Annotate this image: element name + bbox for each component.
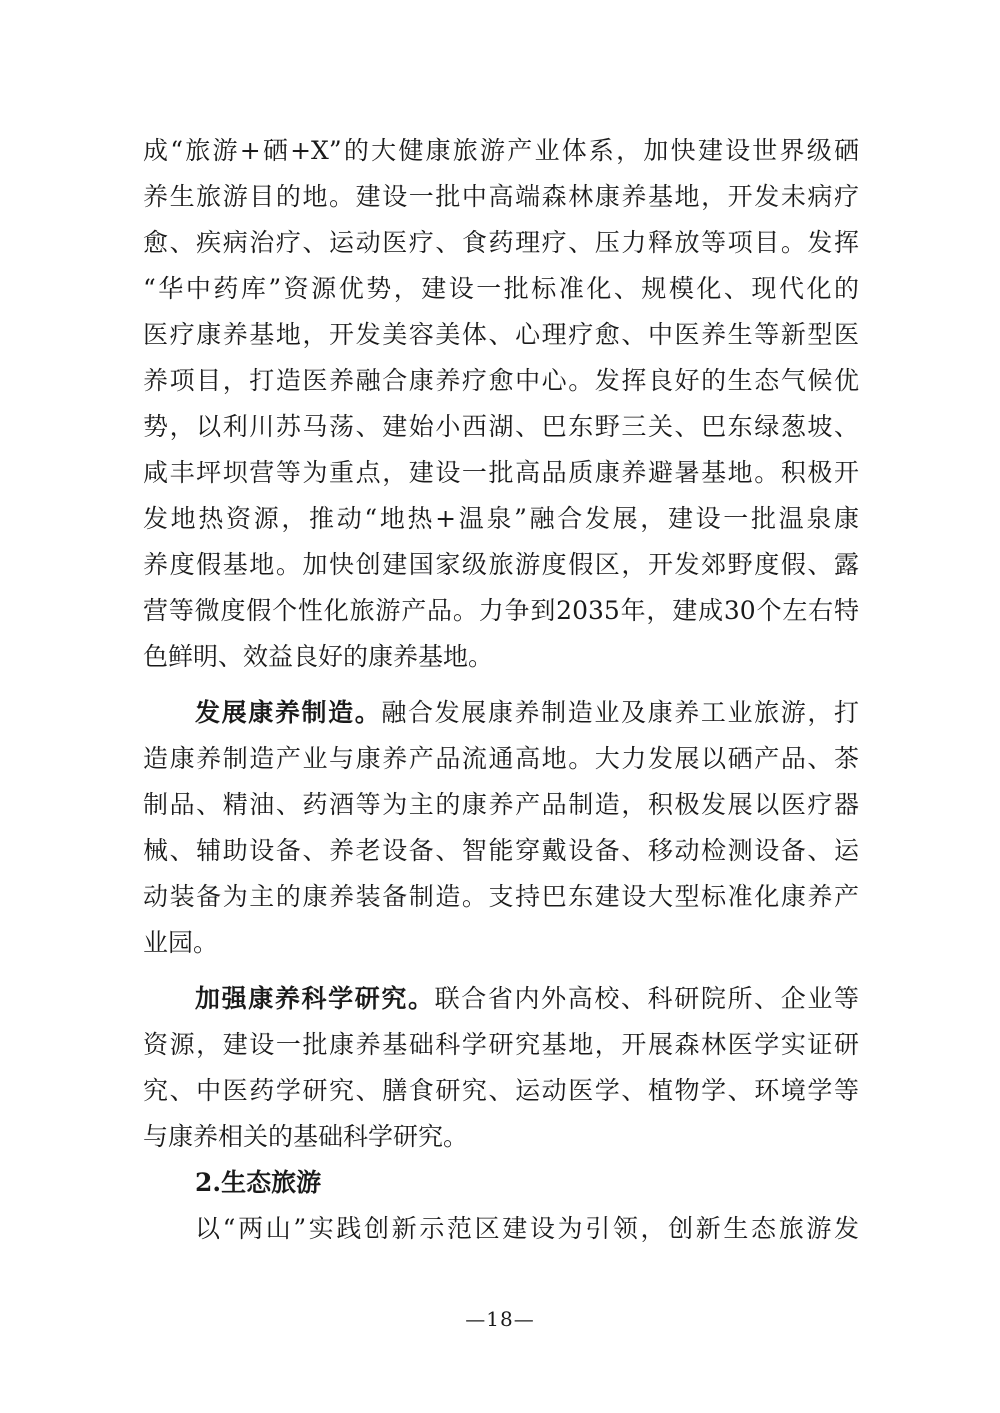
- text-line: 愈、疾病治疗、运动医疗、食药理疗、压力释放等项目。发挥: [143, 228, 859, 257]
- text-line: 业园。: [143, 928, 219, 957]
- paragraph-lead: 发展康养制造。: [195, 698, 382, 727]
- text-line: “华中药库”资源优势，建设一批标准化、规模化、现代化的: [143, 274, 859, 303]
- text-line: [143, 690, 859, 736]
- text-line: 色鲜明、效益良好的康养基地。: [143, 642, 494, 671]
- text-line: 养生旅游目的地。建设一批中高端森林康养基地，开发未病疗: [143, 182, 859, 211]
- section-heading: 2.生态旅游: [195, 1168, 322, 1197]
- text-line: 与康养相关的基础科学研究。: [143, 1122, 469, 1151]
- text-run: 融合发展康养制造业及康养工业旅游，打: [381, 698, 859, 727]
- text-line: 咸丰坪坝营等为重点，建设一批高品质康养避暑基地。积极开: [143, 458, 859, 487]
- text-line: 养度假基地。加快创建国家级旅游度假区，开发郊野度假、露: [143, 550, 859, 579]
- text-line: 造康养制造产业与康养产品流通高地。大力发展以硒产品、茶: [143, 744, 859, 773]
- paragraph-kangyang-manufacturing: [143, 690, 859, 966]
- text-line: 医疗康养基地，开发美容美体、心理疗愈、中医养生等新型医: [143, 320, 859, 349]
- paragraph-gap: [143, 680, 859, 690]
- paragraph-lead: 加强康养科学研究。: [195, 984, 435, 1013]
- text-line: 制品、精油、药酒等为主的康养产品制造，积极发展以医疗器: [143, 790, 859, 819]
- text-line: 械、辅助设备、养老设备、智能穿戴设备、移动检测设备、运: [143, 836, 859, 865]
- text-line: 养项目，打造医养融合康养疗愈中心。发挥良好的生态气候优: [143, 366, 859, 395]
- text-line: 究、中医药学研究、膳食研究、运动医学、植物学、环境学等: [143, 1076, 859, 1105]
- paragraph-kangyang-bases: [143, 128, 859, 680]
- text-run: 联合省内外高校、科研院所、企业等: [434, 984, 859, 1013]
- text-line: 势，以利川苏马荡、建始小西湖、巴东野三关、巴东绿葱坡、: [143, 412, 859, 441]
- page-number: —18—: [465, 1307, 535, 1331]
- text-line: 动装备为主的康养装备制造。支持巴东建设大型标准化康养产: [143, 882, 859, 911]
- text-line: 营等微度假个性化旅游产品。力争到2035年，建成30个左右特: [143, 596, 859, 625]
- paragraph-gap: [143, 966, 859, 976]
- paragraph-eco-tourism: [143, 1206, 859, 1252]
- text-line: [143, 976, 859, 1022]
- text-line: 成“旅游+硒+X”的大健康旅游产业体系，加快建设世界级硒: [143, 136, 859, 165]
- body-text: [143, 128, 859, 1252]
- text-line: 发地热资源，推动“地热+温泉”融合发展，建设一批温泉康: [143, 504, 859, 533]
- text-line: 资源，建设一批康养基础科学研究基地，开展森林医学实证研: [143, 1030, 859, 1059]
- text-line: 以“两山”实践创新示范区建设为引领，创新生态旅游发: [195, 1214, 859, 1243]
- paragraph-kangyang-research: [143, 976, 859, 1160]
